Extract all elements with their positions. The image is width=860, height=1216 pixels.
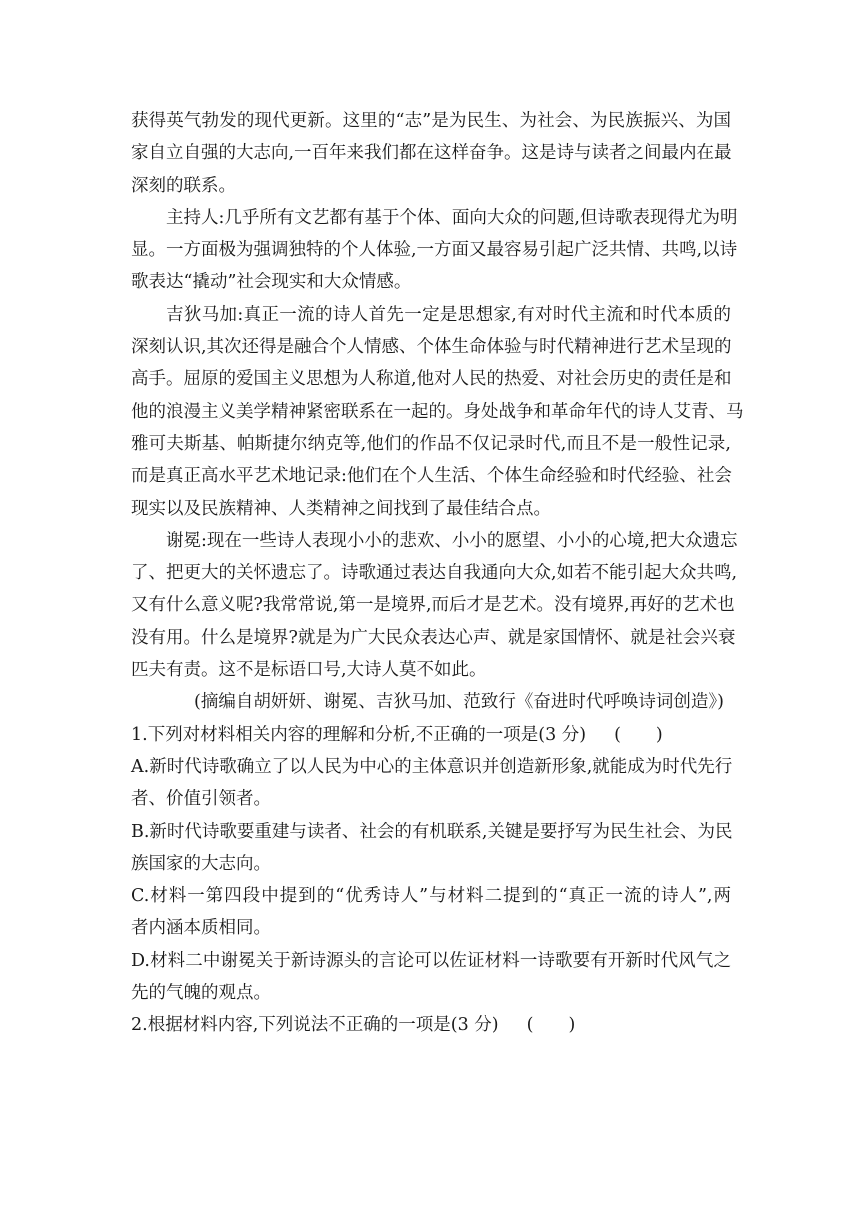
text-line: 了、把更大的关怀遗忘了。诗歌通过表达自我通向大众,如若不能引起大众共鸣, (131, 563, 738, 584)
document-body (131, 105, 744, 1042)
text-line: A.新时代诗歌确立了以人民为中心的主体意识并创造新形象,就能成为时代先行 (131, 756, 733, 777)
text-line: 主持人:几乎所有文艺都有基于个体、面向大众的问题,但诗歌表现得尤为明 (166, 207, 738, 228)
question-1-option-d (131, 945, 731, 1010)
answer-blank: ( ) (526, 1015, 576, 1036)
text-line: 他的浪漫主义美学精神紧密联系在一起的。身处战争和革命年代的诗人艾青、马 (131, 401, 744, 422)
question-1-text: 1.下列对材料相关内容的理解和分析,不正确的一项是(3 分) (131, 724, 587, 745)
question-2-stem (131, 1009, 731, 1041)
text-line: 没有用。什么是境界?就是为广大民众表达心声、就是家国情怀、就是社会兴衰 (131, 627, 736, 648)
text-line: 族国家的大志向。 (131, 853, 271, 874)
text-line: 匹夫有责。这不是标语口号,大诗人莫不如此。 (131, 660, 487, 681)
text-line: 深刻认识,其次还得是融合个人情感、个体生命体验与时代精神进行艺术呈现的 (131, 337, 732, 358)
text-line: 先的气魄的观点。 (131, 983, 271, 1004)
text-line: 获得英气勃发的现代更新。这里的“志”是为民生、为社会、为民族振兴、为国 (131, 111, 731, 131)
question-1-option-a (131, 751, 731, 816)
answer-blank: ( ) (614, 724, 663, 745)
text-line: B.新时代诗歌要重建与读者、社会的有机联系,关键是要抒写为民生社会、为民 (131, 821, 733, 842)
text-line: D.材料二中谢冕关于新诗源头的言论可以佐证材料一诗歌要有开新时代风气之 (131, 950, 731, 971)
passage-paragraph-4 (131, 525, 738, 686)
text-line: 高手。屈原的爱国主义思想为人称道,他对人民的热爱、对社会历史的责任是和 (131, 369, 732, 390)
text-line: 家自立自强的大志向,一百年来我们都在这样奋争。这是诗与读者之间最内在最 (131, 143, 732, 164)
text-line: 雅可夫斯基、帕斯捷尔纳克等,他们的作品不仅记录时代,而且不是一般性记录, (131, 433, 731, 454)
question-1-stem (131, 719, 731, 751)
question-1-option-c (131, 880, 731, 945)
text-line: 者内涵本质相同。 (131, 918, 271, 939)
passage-source: (摘编自胡妍妍、谢冕、吉狄马加、范致行《奋进时代呼唤诗词创造》) (194, 692, 724, 713)
passage-paragraph-1 (131, 105, 731, 202)
passage-paragraph-2 (131, 202, 738, 299)
passage-paragraph-3 (131, 299, 744, 525)
question-2-text: 2.根据材料内容,下列说法不正确的一项是(3 分) (131, 1015, 499, 1036)
text-line: 而是真正高水平艺术地记录:他们在个人生活、个体生命经验和时代经验、社会 (131, 466, 732, 487)
text-line: 又有什么意义呢?我常常说,第一是境界,而后才是艺术。没有境界,再好的艺术也 (131, 595, 735, 616)
text-line: C.材料一第四段中提到的“优秀诗人”与材料二提到的“真正一流的诗人”,两 (131, 886, 731, 907)
question-1-option-b (131, 816, 731, 881)
text-line: 显。一方面极为强调独特的个人体验,一方面又最容易引起广泛共情、共鸣,以诗 (131, 240, 738, 261)
text-line: 现实以及民族精神、人类精神之间找到了最佳结合点。 (131, 498, 551, 519)
text-line: 谢冕:现在一些诗人表现小小的悲欢、小小的愿望、小小的心境,把大众遗忘 (166, 530, 738, 551)
text-line: 吉狄马加:真正一流的诗人首先一定是思想家,有对时代主流和时代本质的 (166, 304, 731, 325)
text-line: 歌表达“撬动”社会现实和大众情感。 (131, 272, 412, 293)
text-line: 者、价值引领者。 (131, 789, 271, 810)
text-line: 深刻的联系。 (131, 175, 236, 196)
